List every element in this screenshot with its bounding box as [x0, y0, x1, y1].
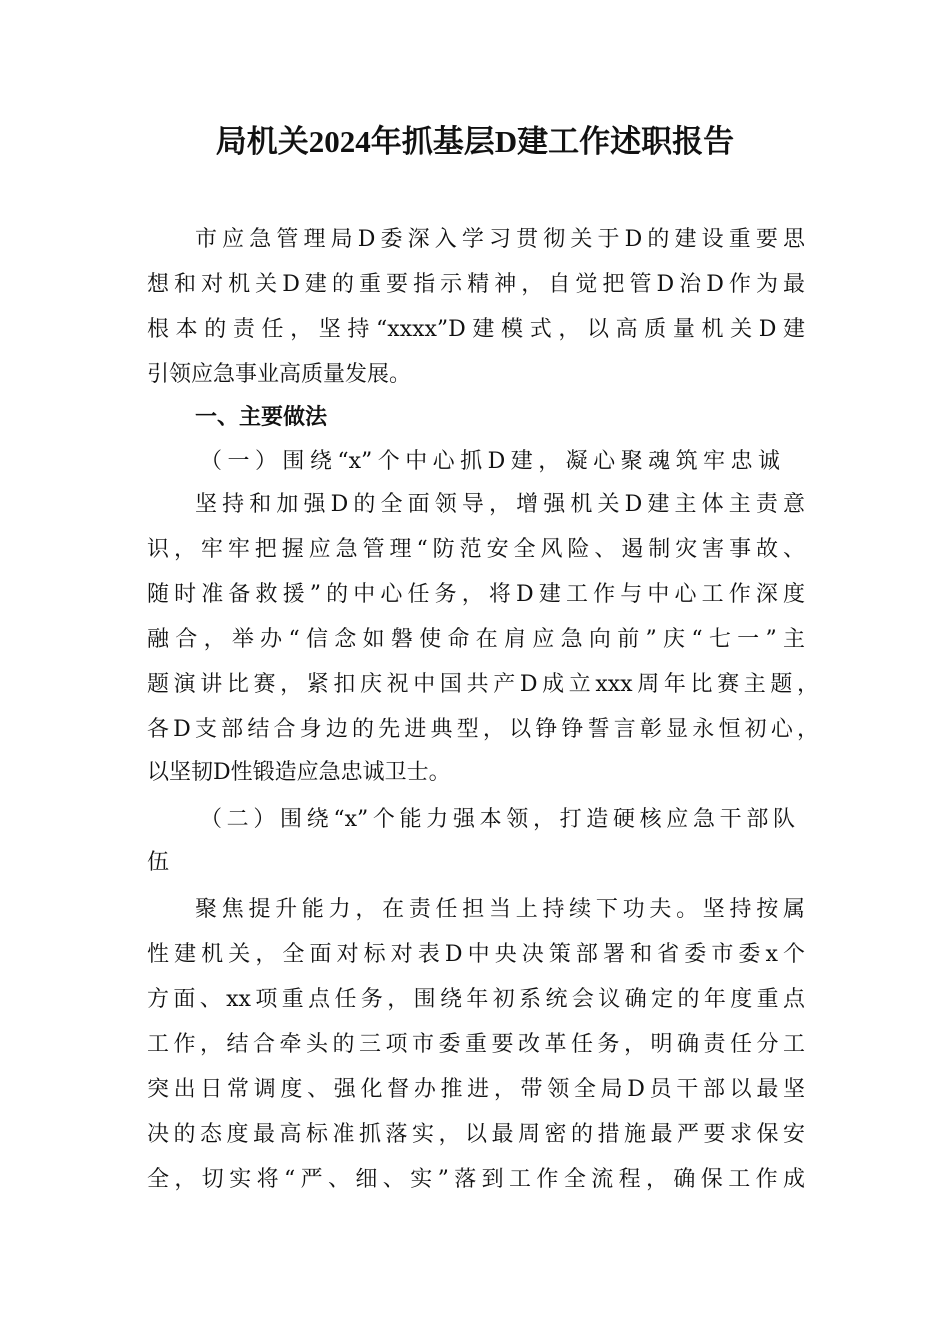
subsection-heading: （一）围绕“x”个中心抓D建，凝心聚魂筑牢忠诚 [200, 449, 780, 474]
paragraph-line: 识，牢牢把握应急管理“防范安全风险、遏制灾害事故、 [147, 537, 805, 562]
paragraph-line: 以坚韧D性锻造应急忠诚卫士。 [147, 760, 451, 785]
paragraph-line: 突出日常调度、强化督办推进，带领全局D员干部以最坚 [147, 1077, 805, 1102]
paragraph-line: 各D支部结合身边的先进典型，以铮铮誓言彰显永恒初心， [147, 717, 819, 742]
paragraph-line: 想和对机关D建的重要指示精神，自觉把管D治D作为最 [147, 272, 805, 297]
paragraph-line: 随时准备救援”的中心任务，将D建工作与中心工作深度 [147, 582, 805, 607]
subsection-heading-cont: 伍 [147, 850, 170, 875]
paragraph-line: 市应急管理局D委深入学习贯彻关于D的建设重要思 [195, 227, 805, 252]
paragraph-line: 融合，举办“信念如磐使命在肩应急向前”庆“七一”主 [147, 627, 805, 652]
paragraph-line: 根本的责任，坚持“xxxx”D建模式，以高质量机关D建 [147, 317, 805, 342]
paragraph-line: 性建机关，全面对标对表D中央决策部署和省委市委x个 [147, 942, 805, 967]
paragraph-line: 引领应急事业高质量发展。 [147, 362, 412, 387]
document-title: 局机关2024年抓基层D建工作述职报告 [215, 124, 735, 159]
section-heading: 一、主要做法 [195, 405, 328, 430]
paragraph-line: 坚持和加强D的全面领导，增强机关D建主体主责意 [195, 492, 805, 517]
paragraph-line: 全，切实将“严、细、实”落到工作全流程，确保工作成 [147, 1167, 805, 1192]
paragraph-line: 聚焦提升能力，在责任担当上持续下功夫。坚持按属 [195, 897, 805, 922]
paragraph-line: 方面、xx项重点任务，围绕年初系统会议确定的年度重点 [147, 987, 805, 1012]
paragraph-line: 题演讲比赛，紧扣庆祝中国共产D成立xxx周年比赛主题， [147, 672, 819, 697]
subsection-heading: （二）围绕“x”个能力强本领，打造硬核应急干部队 [200, 807, 795, 832]
paragraph-line: 工作，结合牵头的三项市委重要改革任务，明确责任分工 [147, 1032, 805, 1057]
paragraph-line: 决的态度最高标准抓落实，以最周密的措施最严要求保安 [147, 1122, 805, 1147]
